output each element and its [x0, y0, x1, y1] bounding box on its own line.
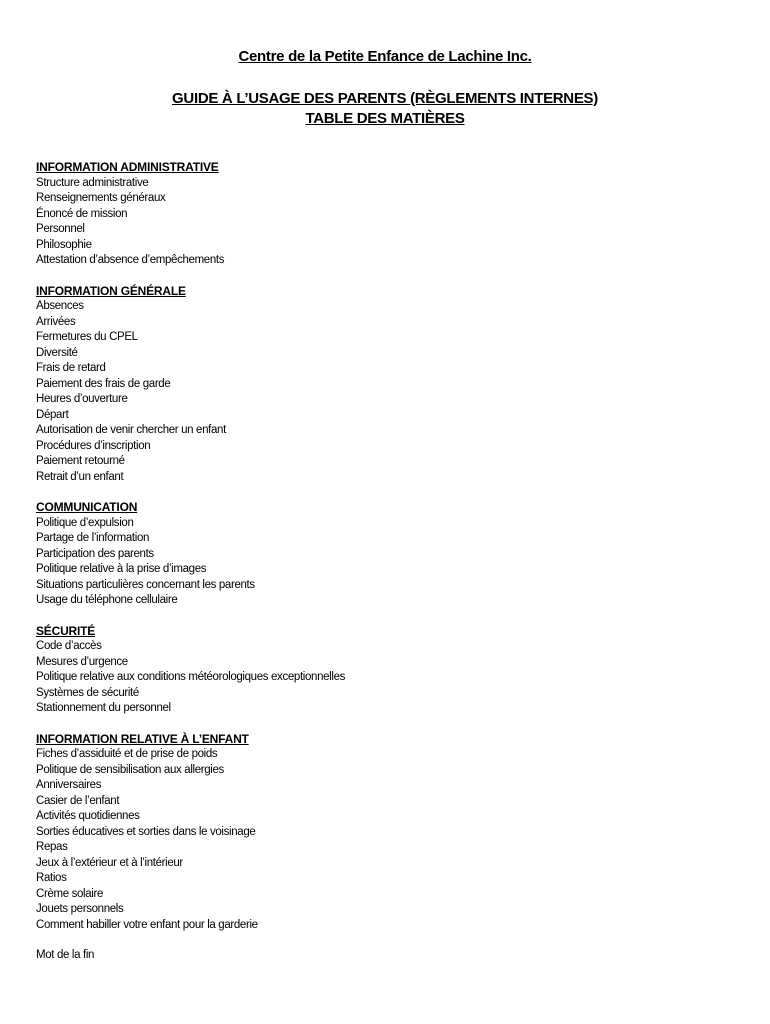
toc-entry: Situations particulières concernant les parents [36, 578, 255, 591]
toc-entry: Procédures d’inscription [36, 439, 151, 452]
section-title: INFORMATION ADMINISTRATIVE [36, 160, 219, 174]
toc-entry: Usage du téléphone cellulaire [36, 594, 178, 606]
toc-entry: Comment habiller votre enfant pour la garderie [36, 918, 258, 931]
guide-title: GUIDE À L’USAGE DES PARENTS (RÈGLEMENTS INTERNES) [172, 90, 598, 107]
toc-entry: Renseignements généraux [36, 192, 166, 204]
toc-entry: Philosophie [36, 238, 92, 251]
toc-entry: Fiches d’assiduité et de prise de poids [36, 748, 218, 760]
toc-entry: Autorisation de venir chercher un enfant [36, 424, 226, 436]
toc-section [36, 732, 736, 934]
toc-entry: Retrait d’un enfant [36, 470, 124, 483]
toc-entry: Structure administrative [36, 176, 149, 189]
toc-sections [36, 160, 736, 933]
toc-entry: Systèmes de sécurité [36, 686, 139, 699]
toc-entry: Crème solaire [36, 887, 104, 900]
toc-entry: Frais de retard [36, 362, 106, 374]
toc-entry: Paiement retourné [36, 455, 125, 467]
toc-entry: Diversité [36, 346, 78, 359]
toc-entry: Attestation d’absence d’empêchements [36, 254, 225, 266]
toc-entry: Arrivées [36, 315, 76, 328]
toc-entry: Heures d’ouverture [36, 393, 128, 405]
table-of-contents [36, 160, 736, 964]
toc-entry: Jouets personnels [36, 903, 124, 915]
toc-entry: Fermetures du CPEL [36, 331, 138, 343]
toc-section [36, 500, 736, 609]
toc-entry: Personnel [36, 223, 85, 235]
toc-section [36, 160, 736, 269]
toc-entry: Départ [36, 408, 69, 421]
organization-title: Centre de la Petite Enfance de Lachine Inc. [238, 48, 532, 65]
closing-entry: Mot de la fin [36, 949, 95, 961]
section-title: INFORMATION RELATIVE À L’ENFANT [36, 731, 249, 746]
toc-entry: Sorties éducatives et sorties dans le voisinage [36, 825, 256, 838]
toc-entry: Casier de l’enfant [36, 794, 120, 807]
section-title: COMMUNICATION [36, 500, 138, 514]
toc-entry: Absences [36, 300, 84, 312]
toc-entry: Politique de sensibilisation aux allergies [36, 763, 224, 776]
toc-entry: Politique d’expulsion [36, 516, 134, 529]
toc-entry: Paiement des frais de garde [36, 377, 171, 390]
toc-entry: Politique relative à la prise d’images [36, 563, 207, 575]
toc-section [36, 624, 736, 717]
toc-entry: Partage de l’information [36, 532, 150, 544]
toc-entry: Participation des parents [36, 547, 154, 560]
toc-entry: Ratios [36, 872, 67, 884]
toc-entry: Repas [36, 841, 68, 853]
toc-entry: Énoncé de mission [36, 207, 128, 220]
section-title: SÉCURITÉ [36, 623, 96, 638]
toc-entry: Politique relative aux conditions météorologiques exceptionnelles [36, 671, 346, 683]
toc-entry: Jeux à l’extérieur et à l’intérieur [36, 856, 183, 869]
toc-section [36, 284, 736, 486]
toc-entry: Code d’accès [36, 640, 102, 652]
table-of-contents-title: TABLE DES MATIÈRES [305, 110, 465, 127]
section-title: INFORMATION GÉNÉRALE [36, 283, 186, 298]
toc-entry: Activités quotidiennes [36, 810, 140, 822]
toc-entry: Anniversaires [36, 779, 102, 791]
toc-entry: Mesures d’urgence [36, 655, 128, 668]
toc-entry: Stationnement du personnel [36, 702, 171, 714]
